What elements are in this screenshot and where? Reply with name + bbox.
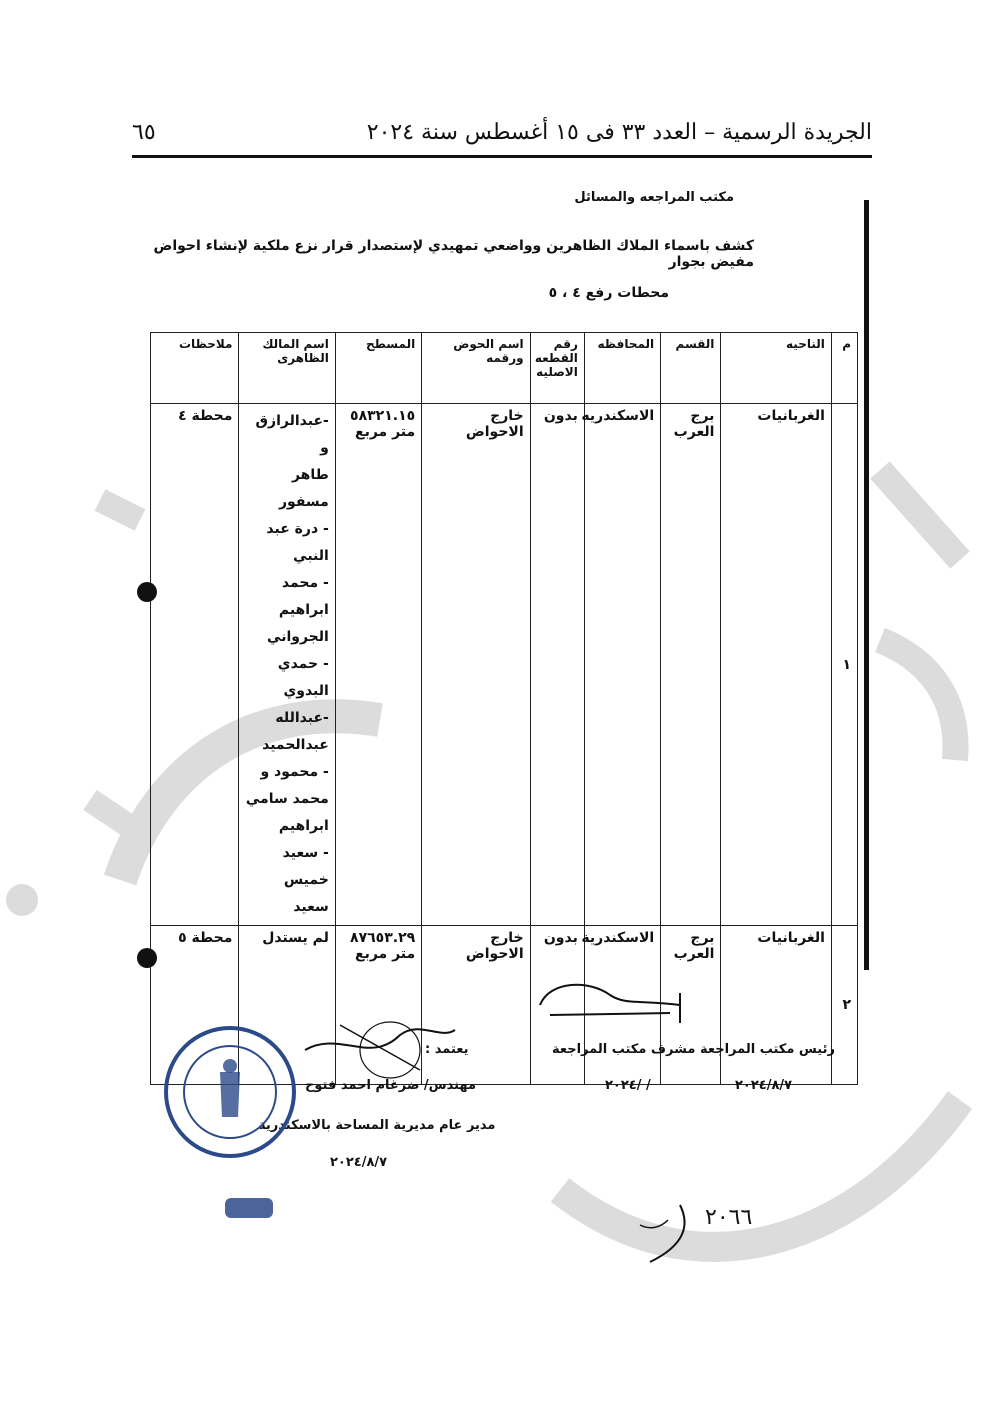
head-label: رئيس مكتب المراجعة [700,1042,835,1057]
col-qism: القسم [661,333,721,404]
owner-line: -عبدالرازق و [255,413,329,456]
gazette-title: الجريدة الرسمية – العدد ٣٣ فى ١٥ أغسطس سنة ٢٠٢٤ [366,119,872,145]
owner-line: ابراهيم [278,602,329,618]
cell-area: ٨٧٦٥٣.٢٩ متر مربع [335,926,421,1085]
owner-line: - محمود و [260,764,329,780]
approve-date: ٢٠٢٤/٨/٧ [330,1155,388,1170]
table-header-row [151,333,858,404]
col-nahia: الناحيه [721,333,831,404]
cell-muhafaza: الاسكندرية [584,926,660,1085]
page-number: ٦٥ [132,119,156,145]
owner-line: البدوي [283,683,329,699]
owner-line: سعيد [293,899,329,915]
approve-label: يعتمد : [425,1042,469,1057]
department-label: مكتب المراجعه والمسائل [574,190,734,205]
owners-table [150,332,858,1085]
handwritten-scribble-icon [630,1200,700,1270]
owner-line: ابراهيم [278,818,329,834]
punch-hole-top [137,582,157,602]
cell-plot: بدون [530,926,584,1085]
cell-notes: محطة ٤ [151,404,239,926]
owner-line: طاهر مسفور [279,467,329,510]
col-area: المسطح [335,333,421,404]
official-seal-icon [160,1022,300,1162]
cell-owners [239,404,335,926]
supervisor-label: مشرف مكتب المراجعة [552,1042,696,1057]
owner-line: الجرواني [267,629,329,645]
col-notes: ملاحظات [151,333,239,404]
cell-nahia: الغربانيات [721,926,831,1085]
col-basin: اسم الحوض ورقمه [422,333,530,404]
row-number: ١ [831,404,857,926]
owner-line: - حمدي [277,656,329,672]
supervisor-date: / /٢٠٢٤ [605,1078,651,1093]
table-row [151,404,858,926]
col-muhafaza: المحافظه [584,333,660,404]
seal-bottom-mark [225,1198,273,1218]
row-number: ٢ [831,926,857,1085]
owner-line: - درة عبد [266,521,329,537]
cell-basin: خارج الاحواض [422,404,530,926]
document-subject: كشف باسماء الملاك الظاهرين وواضعي تمهيدي لإستصدار قرار نزع ملكية لإنشاء احواض مفيض بجوار [153,238,754,270]
cell-nahia: الغربانيات [721,404,831,926]
col-owner: اسم المالك الظاهرى [239,333,335,404]
cell-notes: محطة ٥ [151,926,239,1085]
owner-line: النبي [293,548,329,564]
document-subject-stations: محطات رفع ٤ ، ٥ [548,285,669,301]
cell-qism: برج العرب [661,404,721,926]
cell-area: ٥٨٣٢١.١٥ متر مربع [335,404,421,926]
owner-line: - سعيد خميس [282,845,329,888]
col-m: م [831,333,857,404]
engineer-title: مدير عام مديرية المساحة بالاسكندرية [258,1118,496,1133]
head-date: ٢٠٢٤/٨/٧ [735,1078,793,1093]
owner-line: - محمد [281,575,329,591]
cell-qism: برج العرب [661,926,721,1085]
owner-line: عبدالحميد [262,737,329,753]
handwritten-number: ٢٠٦٦ [705,1205,753,1230]
owner-line: -عبدالله [275,710,329,726]
cell-owner: لم يستدل [239,926,335,1085]
cell-plot: بدون [530,404,584,926]
punch-hole-bottom [137,948,157,968]
signature-scribble-icon [530,975,690,1035]
engineer-name: مهندس/ ضرغام احمد فتوح [305,1078,477,1093]
cell-basin: خارج الاحواض [422,926,530,1085]
cell-muhafaza: الاسكندريه [584,404,660,926]
owner-line: محمد سامي [245,791,329,807]
col-plot: رقم القطعه الاصليه [530,333,584,404]
